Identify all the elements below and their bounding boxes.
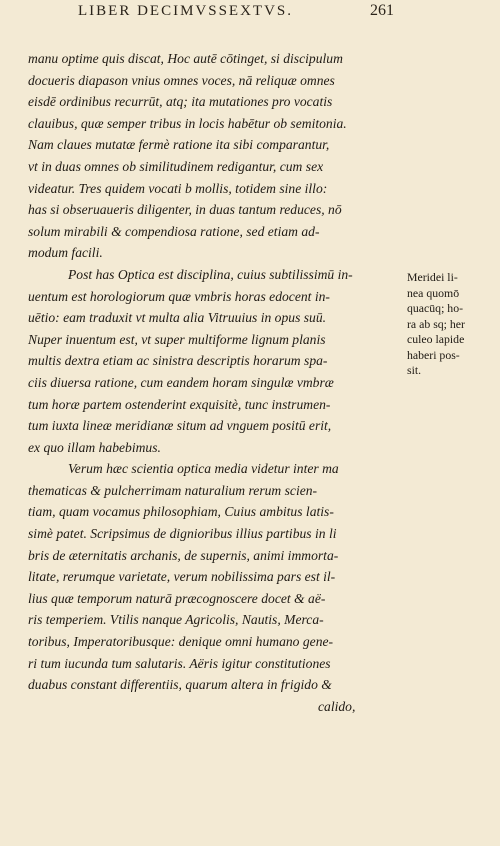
text-line: tum horæ partem ostenderint exquisitè, tunc instrumen- xyxy=(28,396,331,412)
marginal-note xyxy=(407,270,497,379)
text-line: manu optime quis discat, Hoc autē cōtinget, si discipulum xyxy=(28,51,343,66)
margin-note-line: Meridei li- xyxy=(407,270,458,284)
text-line: Post has Optica est disciplina, cuius subtilissimū in- xyxy=(68,266,353,282)
text-line: multis dextra etiam ac sinistra descriptis horarum spa- xyxy=(28,353,328,369)
text-line: Nam claues mutatæ fermè ratione ita sibi comparantur, xyxy=(28,137,330,153)
text-line: Verum hæc scientia optica media videtur inter ma xyxy=(68,461,339,477)
text-line: thematicas & pulcherrimam naturalium rerum scien- xyxy=(28,482,318,498)
margin-note-line: haberi pos- xyxy=(407,347,460,362)
text-line: vt in duas omnes ob similitudinem redigantur, cum sex xyxy=(28,158,324,174)
text-line: bris de æternitatis archanis, de supernis, animi immorta- xyxy=(28,547,339,563)
text-line: videatur. Tres quidem vocati b mollis, totidem sine illo: xyxy=(28,180,328,196)
text-line: lius quæ temporum naturā præcognoscere docet & aë- xyxy=(28,590,326,606)
text-line: toribus, Imperatoribusque: denique omni humano gene- xyxy=(28,634,334,650)
text-line: Nuper inuentum est, vt super multiforme lignum planis xyxy=(28,331,326,347)
text-line: ciis diuersa ratione, cum eandem horam singulæ vmbræ xyxy=(28,374,334,390)
text-line: clauibus, quæ semper tribus in locis habētur ob semitonia. xyxy=(28,115,347,131)
text-line: tiam, quam vocamus philosophiam, Cuius ambitus latis- xyxy=(28,504,334,520)
text-line: litate, rerumque varietate, verum nobilissima pars est il- xyxy=(28,569,336,585)
page-number: 261 xyxy=(370,2,394,19)
running-title: LIBER DECIMVSSEXTVS. xyxy=(78,3,294,19)
margin-note-line: quacūq; ho- xyxy=(407,301,464,315)
text-line: ris temperiem. Vtilis nanque Agricolis, Nautis, Merca- xyxy=(28,612,324,628)
text-line: uētio: eam traduxit vt multa alia Vitruuius in opus suū. xyxy=(28,310,327,326)
text-line: duabus constant differentiis, quarum altera in frigido & xyxy=(28,677,332,693)
main-text-block xyxy=(28,48,403,717)
text-line: eisdē ordinibus recurrūt, atq; ita mutationes pro vocatis xyxy=(28,94,333,110)
text-line: modum facili. xyxy=(28,245,103,261)
text-line: docueris diapason vnius omnes voces, nā reliquæ omnes xyxy=(28,72,335,88)
margin-note-line: ra ab sq; her xyxy=(407,316,465,331)
text-line: uentum est horologiorum quæ vmbris horas edocent in- xyxy=(28,288,330,304)
text-line: ri tum iucunda tum salutaris. Aëris igitur constitutiones xyxy=(28,655,331,671)
margin-note-line: sit. xyxy=(407,363,422,377)
text-line: solum mirabili & compendiosa ratione, sed etiam ad- xyxy=(28,223,320,239)
text-line: ex quo illam habebimus. xyxy=(28,439,161,455)
text-line: has si obseruaueris diligenter, in duas tantum reduces, nō xyxy=(28,202,342,218)
margin-note-line: culeo lapide xyxy=(407,332,465,346)
text-line: calido, xyxy=(318,698,356,714)
text-line: tum iuxta lineæ meridianæ situm ad vnguem positū erit, xyxy=(28,418,332,434)
margin-note-line: nea quomō xyxy=(407,285,460,300)
text-line: simè patet. Scripsimus de dignioribus illius partibus in li xyxy=(28,526,337,542)
